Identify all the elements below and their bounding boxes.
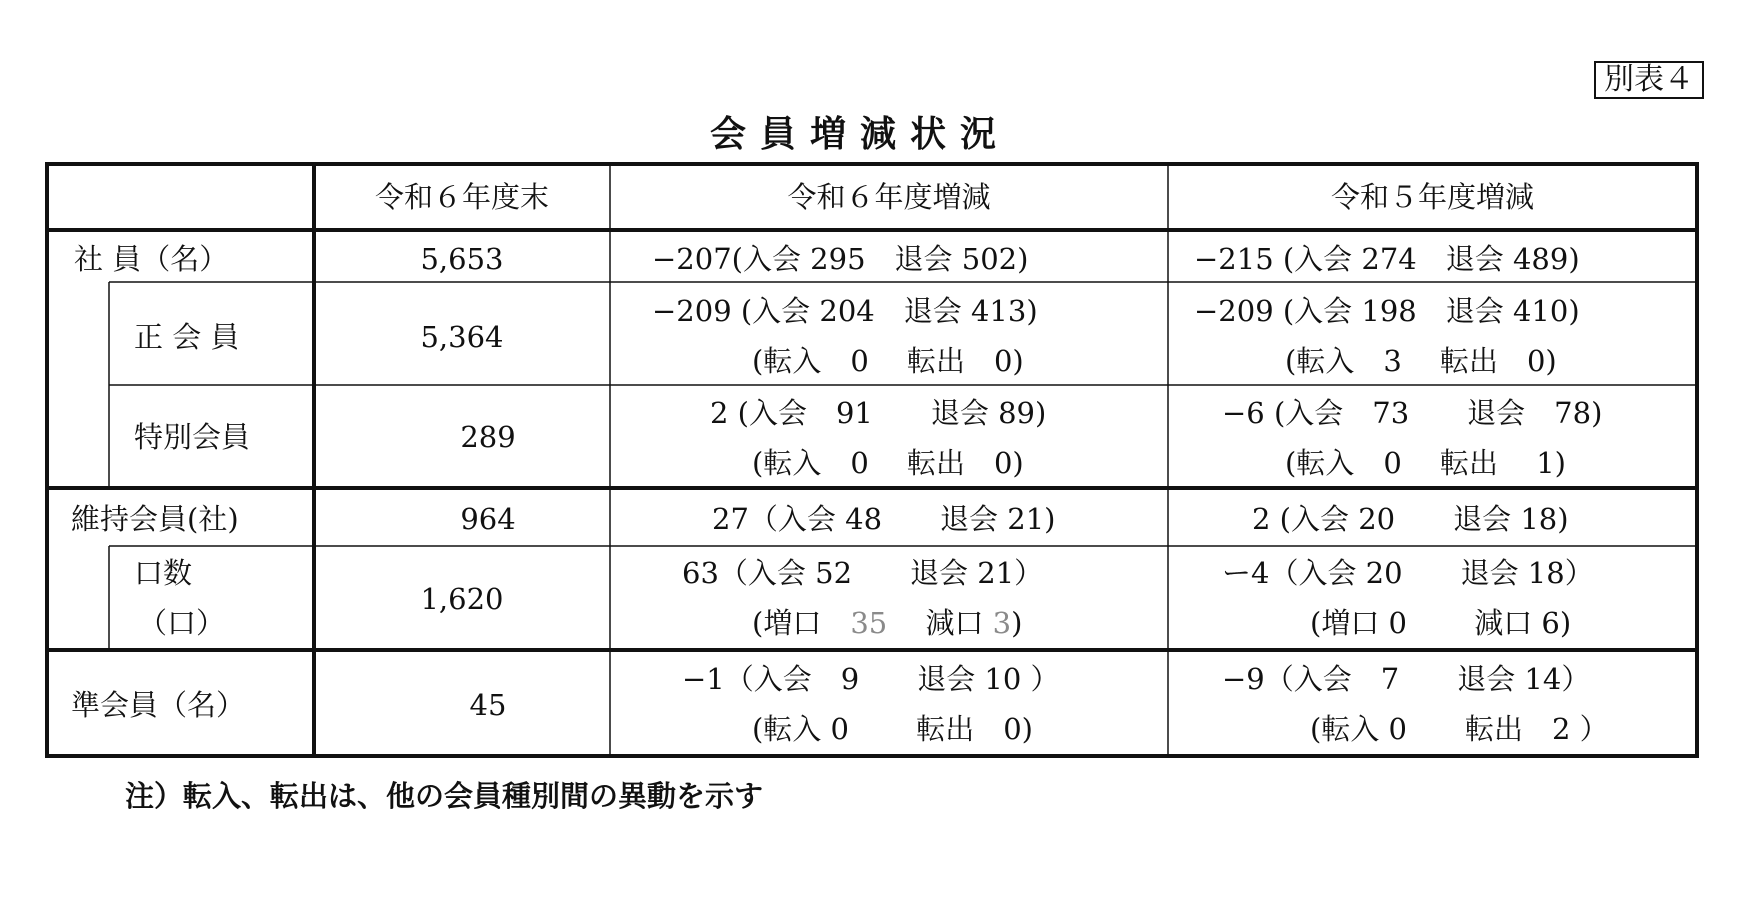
appendix-tag: 別表４ — [1594, 61, 1704, 99]
header-year-end: 令和６年度末 — [374, 180, 549, 214]
cell-tokubetsu-r5-line1: −6 (入会 73 退会 78) — [1222, 396, 1603, 430]
row-label-kuchi-line2: （口） — [138, 606, 226, 640]
cell-tokubetsu-r6-line2: (転入 0 転出 0) — [752, 446, 1024, 480]
page-title: 会員増減状況 — [709, 114, 1010, 155]
cell-sei-r5-line2: (転入 3 転出 0) — [1285, 344, 1557, 378]
row-label-iji: 維持会員(社) — [71, 502, 239, 536]
row-label-sei: 正 会 員 — [134, 320, 240, 354]
cell-jun-r6-line2: (転入 0 転出 0) — [752, 712, 1033, 746]
cell-jun-r5-line1: −9（入会 7 退会 14） — [1222, 662, 1591, 696]
row-label-tokubetsu: 特別会員 — [134, 420, 251, 454]
cell-jun-r5-line2: (転入 0 転出 2 ） — [1310, 712, 1609, 746]
cell-tokubetsu-r5-line2: (転入 0 転出 1) — [1285, 446, 1566, 480]
footnote: 注）転入、転出は、他の会員種別間の異動を示す — [125, 779, 764, 813]
cell-sei-r5-line1: −209 (入会 198 退会 410) — [1194, 294, 1580, 328]
cell-kuchi-r6-line2: (増口 35 減口 3) — [752, 606, 1023, 640]
row-label-jun: 準会員（名） — [71, 688, 246, 722]
header-r6-change: 令和６年度増減 — [787, 180, 991, 214]
header-r5-change: 令和５年度増減 — [1330, 180, 1534, 214]
cell-tokubetsu-end: 289 — [460, 420, 516, 454]
cell-sei-r6-line1: −209 (入会 204 退会 413) — [652, 294, 1038, 328]
cell-jun-end: 45 — [469, 688, 507, 722]
row-label-shain: 社 員（名） — [74, 242, 229, 276]
cell-iji-r6: 27（入会 48 退会 21) — [712, 502, 1056, 536]
cell-jun-r6-line1: −1（入会 9 退会 10 ） — [682, 662, 1060, 696]
cell-kuchi-r5-line2: (増口 0 減口 6) — [1310, 606, 1572, 640]
row-label-kuchi-line1: 口数 — [134, 556, 193, 590]
cell-kuchi-r5-line1: ー4（入会 20 退会 18） — [1222, 556, 1594, 590]
cell-shain-end: 5,653 — [420, 242, 504, 276]
cell-tokubetsu-r6-line1: 2 (入会 91 退会 89) — [710, 396, 1047, 430]
cell-iji-r5: 2 (入会 20 退会 18) — [1252, 502, 1569, 536]
cell-shain-r6: −207(入会 295 退会 502) — [652, 242, 1029, 276]
cell-kuchi-end: 1,620 — [420, 582, 504, 616]
cell-shain-r5: −215 (入会 274 退会 489) — [1194, 242, 1580, 276]
cell-sei-end: 5,364 — [420, 320, 504, 354]
cell-iji-end: 964 — [460, 502, 516, 536]
cell-sei-r6-line2: (転入 0 転出 0) — [752, 344, 1024, 378]
cell-kuchi-r6-line1: 63（入会 52 退会 21） — [682, 556, 1044, 590]
